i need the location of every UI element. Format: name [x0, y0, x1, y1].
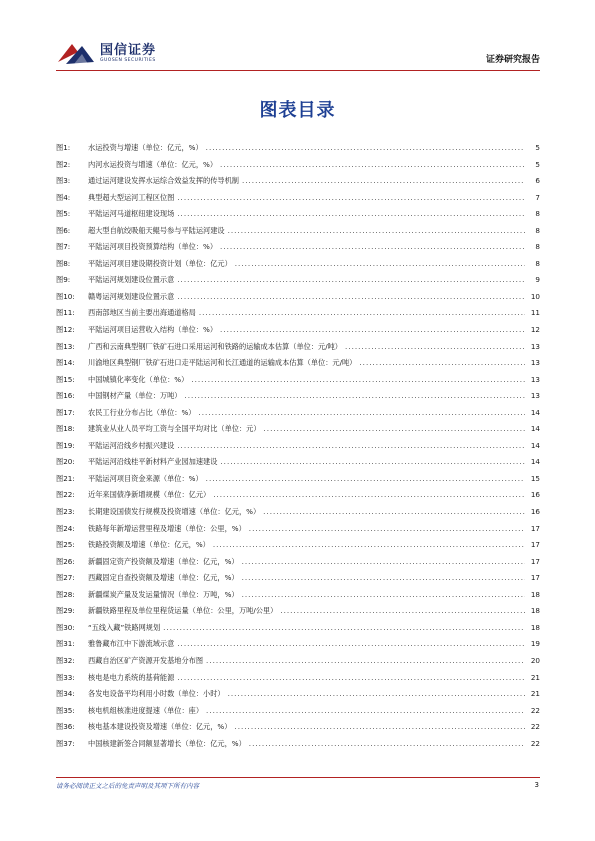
toc-entry[interactable] — [56, 256, 540, 273]
toc-entry-number: 图35: — [56, 705, 75, 715]
toc-entry-title: 新疆煤炭产量及发运量情况（单位：万吨，%） — [88, 589, 239, 599]
toc-entry-title: 核电是电力系统的基荷能源 — [88, 672, 175, 682]
toc-entry-page: 14 — [530, 407, 540, 417]
toc-leader-dots — [345, 339, 525, 356]
toc-leader-dots — [263, 504, 525, 521]
toc-entry-number: 图14: — [56, 358, 75, 368]
toc-entry-title: 长期建设国债发行规模及投资增速（单位：亿元，%） — [88, 507, 261, 517]
toc-entry-number: 图18: — [56, 424, 75, 434]
toc-leader-dots — [177, 438, 525, 455]
toc-leader-dots — [206, 140, 525, 157]
toc-entry-title: 通过运河建设发挥水运综合效益发挥的传导机制 — [88, 176, 239, 186]
toc-entry-page: 17 — [530, 573, 540, 583]
toc-entry[interactable] — [56, 487, 540, 504]
toc-leader-dots — [220, 454, 525, 471]
toc-leader-dots — [206, 703, 525, 720]
toc-entry-page: 12 — [530, 325, 540, 335]
toc-entry[interactable] — [56, 272, 540, 289]
toc-entry-title: 平陆运河项目建设期投资计划（单位：亿元） — [88, 258, 232, 268]
toc-entry[interactable] — [56, 454, 540, 471]
toc-entry-page: 17 — [530, 523, 540, 533]
toc-entry-page: 22 — [530, 722, 540, 732]
toc-entry-page: 6 — [535, 176, 540, 186]
toc-entry[interactable] — [56, 372, 540, 389]
page-header — [56, 40, 540, 70]
toc-entry-page: 21 — [530, 672, 540, 682]
toc-entry-page: 14 — [530, 457, 540, 467]
footer-divider — [56, 777, 540, 778]
toc-entry[interactable] — [56, 388, 540, 405]
toc-leader-dots — [264, 421, 525, 438]
toc-entry[interactable] — [56, 190, 540, 207]
toc-entry-title: 超大型自航绞吸船天鲲号参与平陆运河建设 — [88, 225, 225, 235]
toc-entry-number: 图12: — [56, 325, 75, 335]
toc-leader-dots — [249, 521, 525, 538]
toc-leader-dots — [220, 322, 525, 339]
toc-entry-page: 13 — [530, 391, 540, 401]
toc-entry-page: 18 — [530, 622, 540, 632]
toc-entry-title: 铁路每年新增运营里程及增速（单位：公里，%） — [88, 523, 246, 533]
toc-entry[interactable] — [56, 521, 540, 538]
toc-entry-title: 水运投资与增速（单位：亿元，%） — [88, 143, 203, 152]
toc-entry-number: 图31: — [56, 639, 75, 649]
toc-entry-title: 核电基本建设投资及增速（单位：亿元，%） — [88, 722, 232, 732]
toc-entry[interactable] — [56, 603, 540, 620]
toc-entry-number: 图22: — [56, 490, 75, 500]
toc-entry-title: 西藏自治区矿产资源开发基地分布图 — [88, 655, 204, 665]
toc-entry-page: 10 — [530, 291, 540, 301]
toc-entry[interactable] — [56, 339, 540, 356]
toc-entry-page: 14 — [530, 440, 540, 450]
toc-leader-dots — [206, 653, 525, 670]
toc-entry-title: 中国核建新签合同额显著增长（单位：亿元，%） — [88, 738, 246, 748]
toc-entry-number: 图26: — [56, 556, 75, 566]
toc-entry-page: 17 — [530, 556, 540, 566]
toc-leader-dots — [191, 372, 525, 389]
toc-entry-title: 新疆铁路里程及单位里程货运量（单位：公里，万吨/公里） — [88, 606, 278, 616]
toc-entry-number: 图20: — [56, 457, 75, 467]
toc-entry[interactable] — [56, 239, 540, 256]
toc-entry-page: 18 — [530, 589, 540, 599]
toc-entry-title: 平陆运河马道枢纽建设现场 — [88, 209, 175, 219]
toc-entry-page: 5 — [535, 143, 540, 152]
figure-index-list — [56, 140, 540, 752]
toc-entry-page: 11 — [530, 308, 540, 318]
toc-leader-dots — [177, 289, 525, 306]
toc-leader-dots — [213, 487, 525, 504]
toc-entry[interactable] — [56, 405, 540, 422]
toc-entry[interactable] — [56, 355, 540, 372]
toc-leader-dots — [242, 587, 525, 604]
toc-entry[interactable] — [56, 736, 540, 753]
toc-leader-dots — [177, 272, 525, 289]
footer-page-number: 3 — [534, 781, 539, 789]
toc-entry-number: 图17: — [56, 407, 75, 417]
toc-entry-number: 图11: — [56, 308, 75, 318]
toc-entry-number: 图19: — [56, 440, 75, 450]
toc-entry[interactable] — [56, 223, 540, 240]
toc-leader-dots — [228, 686, 525, 703]
toc-entry-title: 西藏固定自查投资额及增速（单位：亿元，%） — [88, 573, 239, 583]
toc-entry[interactable] — [56, 305, 540, 322]
toc-entry[interactable] — [56, 570, 540, 587]
toc-entry[interactable] — [56, 653, 540, 670]
toc-leader-dots — [234, 719, 525, 736]
toc-entry-title: 典型超大型运河工程区位图 — [88, 192, 175, 202]
toc-leader-dots — [242, 173, 525, 190]
toc-entry-title: 中国城镇化率变化（单位：%） — [88, 374, 189, 384]
toc-entry[interactable] — [56, 703, 540, 720]
toc-entry-title: 雅鲁藏布江中下游流域示意 — [88, 639, 175, 649]
toc-entry-number: 图6: — [56, 225, 71, 235]
toc-leader-dots — [220, 157, 525, 174]
toc-entry[interactable] — [56, 686, 540, 703]
toc-leader-dots — [163, 620, 525, 637]
toc-entry-page: 16 — [530, 507, 540, 517]
footer-disclaimer: 请务必阅读正文之后的免责声明及其项下所有内容 — [56, 782, 199, 790]
toc-entry-number: 图10: — [56, 291, 75, 301]
guosen-logo-icon — [56, 40, 96, 66]
toc-leader-dots — [177, 206, 525, 223]
toc-entry[interactable] — [56, 157, 540, 174]
toc-entry-number: 图21: — [56, 473, 75, 483]
toc-entry-title: 内河水运投资与增速（单位：亿元，%） — [88, 159, 218, 169]
toc-entry-page: 22 — [530, 738, 540, 748]
toc-entry-number: 图25: — [56, 540, 75, 550]
toc-leader-dots — [249, 736, 525, 753]
toc-entry-page: 21 — [530, 689, 540, 699]
toc-entry-number: 图8: — [56, 258, 71, 268]
toc-entry-number: 图9: — [56, 275, 71, 285]
toc-entry-page: 16 — [530, 490, 540, 500]
toc-entry[interactable] — [56, 140, 540, 157]
toc-leader-dots — [199, 305, 525, 322]
toc-leader-dots — [206, 471, 525, 488]
toc-entry-number: 图1: — [56, 143, 71, 152]
toc-leader-dots — [177, 190, 525, 207]
toc-entry-title: 平陆运河项目投资预算结构（单位：%） — [88, 242, 218, 252]
toc-entry-title: 核电机组核准进度提速（单位：座） — [88, 705, 204, 715]
toc-entry[interactable] — [56, 587, 540, 604]
toc-entry-title: 平陆运河项目运营收入结构（单位：%） — [88, 325, 218, 335]
toc-entry-title: 近年来国债净新增规模（单位：亿元） — [88, 490, 211, 500]
toc-entry-page: 14 — [530, 424, 540, 434]
toc-leader-dots — [213, 537, 525, 554]
toc-entry-page: 9 — [535, 275, 540, 285]
toc-entry-number: 图36: — [56, 722, 75, 732]
toc-entry-page: 13 — [530, 358, 540, 368]
toc-leader-dots — [198, 405, 525, 422]
toc-entry-page: 15 — [530, 473, 540, 483]
guosen-logo — [56, 40, 156, 66]
toc-entry-page: 8 — [535, 225, 540, 235]
toc-entry-page: 19 — [530, 639, 540, 649]
toc-entry[interactable] — [56, 421, 540, 438]
toc-entry-number: 图2: — [56, 159, 71, 169]
toc-entry-page: 18 — [530, 606, 540, 616]
toc-entry[interactable] — [56, 471, 540, 488]
toc-entry-number: 图4: — [56, 192, 71, 202]
toc-entry-title: 平陆运河沿线乡村振兴建设 — [88, 440, 175, 450]
toc-entry-number: 图34: — [56, 689, 75, 699]
toc-entry-title: 各发电设备平均利用小时数（单位：小时） — [88, 689, 225, 699]
toc-leader-dots — [184, 388, 525, 405]
toc-entry-title: 中国钢材产量（单位：万吨） — [88, 391, 182, 401]
toc-entry-title: 平陆运河项目资金来源（单位：%） — [88, 473, 203, 483]
toc-entry-number: 图37: — [56, 738, 75, 748]
toc-leader-dots — [177, 636, 525, 653]
toc-entry-number: 图27: — [56, 573, 75, 583]
toc-leader-dots — [359, 355, 525, 372]
toc-entry-title: 西南部地区当前主要出海通道格局 — [88, 308, 196, 318]
toc-entry-page: 5 — [535, 159, 540, 169]
toc-entry-title: 广西和云南典型钢厂铁矿石进口采用运河和铁路的运输成本估算（单位：元/吨） — [88, 341, 342, 351]
toc-entry-page: 17 — [530, 540, 540, 550]
logo-brand-cn: 国信证券 — [100, 42, 157, 58]
toc-entry[interactable] — [56, 173, 540, 190]
toc-entry-number: 图33: — [56, 672, 75, 682]
toc-leader-dots — [235, 256, 525, 273]
toc-entry-number: 图13: — [56, 341, 75, 351]
toc-entry-number: 图32: — [56, 655, 75, 665]
toc-entry[interactable] — [56, 438, 540, 455]
toc-entry-title: 建筑业从业人员平均工资与全国平均对比（单位：元） — [88, 424, 261, 434]
toc-entry-number: 图24: — [56, 523, 75, 533]
toc-leader-dots — [242, 570, 525, 587]
page-title: 图表目录 — [259, 100, 336, 121]
toc-entry-number: 图29: — [56, 606, 75, 616]
toc-leader-dots — [280, 603, 525, 620]
toc-entry-page: 22 — [530, 705, 540, 715]
toc-leader-dots — [242, 554, 525, 571]
report-type-label: 证券研究报告 — [485, 55, 540, 65]
toc-entry-title: 农民工行业分布占比（单位：%） — [88, 407, 196, 417]
logo-brand-en: GUOSEN SECURITIES — [100, 57, 156, 63]
toc-entry-page: 20 — [530, 655, 540, 665]
header-divider — [56, 70, 540, 71]
toc-entry-title: 平陆运河规划建设位置示意 — [88, 275, 175, 285]
toc-leader-dots — [177, 670, 525, 687]
toc-entry-page: 8 — [535, 258, 540, 268]
toc-entry[interactable] — [56, 719, 540, 736]
toc-entry[interactable] — [56, 504, 540, 521]
toc-leader-dots — [228, 223, 525, 240]
toc-entry-number: 图7: — [56, 242, 71, 252]
toc-entry-title: 平陆运河沿线桂平新材料产业园加速建设 — [88, 457, 218, 467]
toc-entry[interactable] — [56, 554, 540, 571]
toc-entry-page: 8 — [535, 242, 540, 252]
toc-entry-number: 图5: — [56, 209, 71, 219]
toc-entry-title: 新疆固定资产投资额及增速（单位：亿元，%） — [88, 556, 239, 566]
toc-entry-page: 8 — [535, 209, 540, 219]
toc-entry[interactable] — [56, 322, 540, 339]
toc-entry-number: 图23: — [56, 507, 75, 517]
toc-entry[interactable] — [56, 206, 540, 223]
toc-entry[interactable] — [56, 636, 540, 653]
toc-entry-number: 图30: — [56, 622, 75, 632]
toc-entry-number: 图15: — [56, 374, 75, 384]
toc-entry-title: 川渝地区典型钢厂铁矿石进口走平陆运河和长江通道的运输成本估算（单位：元/吨） — [88, 358, 357, 368]
toc-entry-page: 13 — [530, 374, 540, 384]
toc-entry-page: 13 — [530, 341, 540, 351]
toc-entry-number: 图3: — [56, 176, 71, 186]
toc-entry-title: 赣粤运河规划建设位置示意 — [88, 291, 175, 301]
toc-entry-number: 图16: — [56, 391, 75, 401]
toc-leader-dots — [220, 239, 525, 256]
toc-entry[interactable] — [56, 537, 540, 554]
toc-entry[interactable] — [56, 289, 540, 306]
toc-entry[interactable] — [56, 620, 540, 637]
toc-entry-title: 铁路投资额及增速（单位：亿元，%） — [88, 540, 210, 550]
toc-entry-page: 7 — [535, 192, 540, 202]
toc-entry-number: 图28: — [56, 589, 75, 599]
toc-entry-title: “五线入藏”铁路网规划 — [88, 622, 161, 632]
toc-entry[interactable] — [56, 670, 540, 687]
